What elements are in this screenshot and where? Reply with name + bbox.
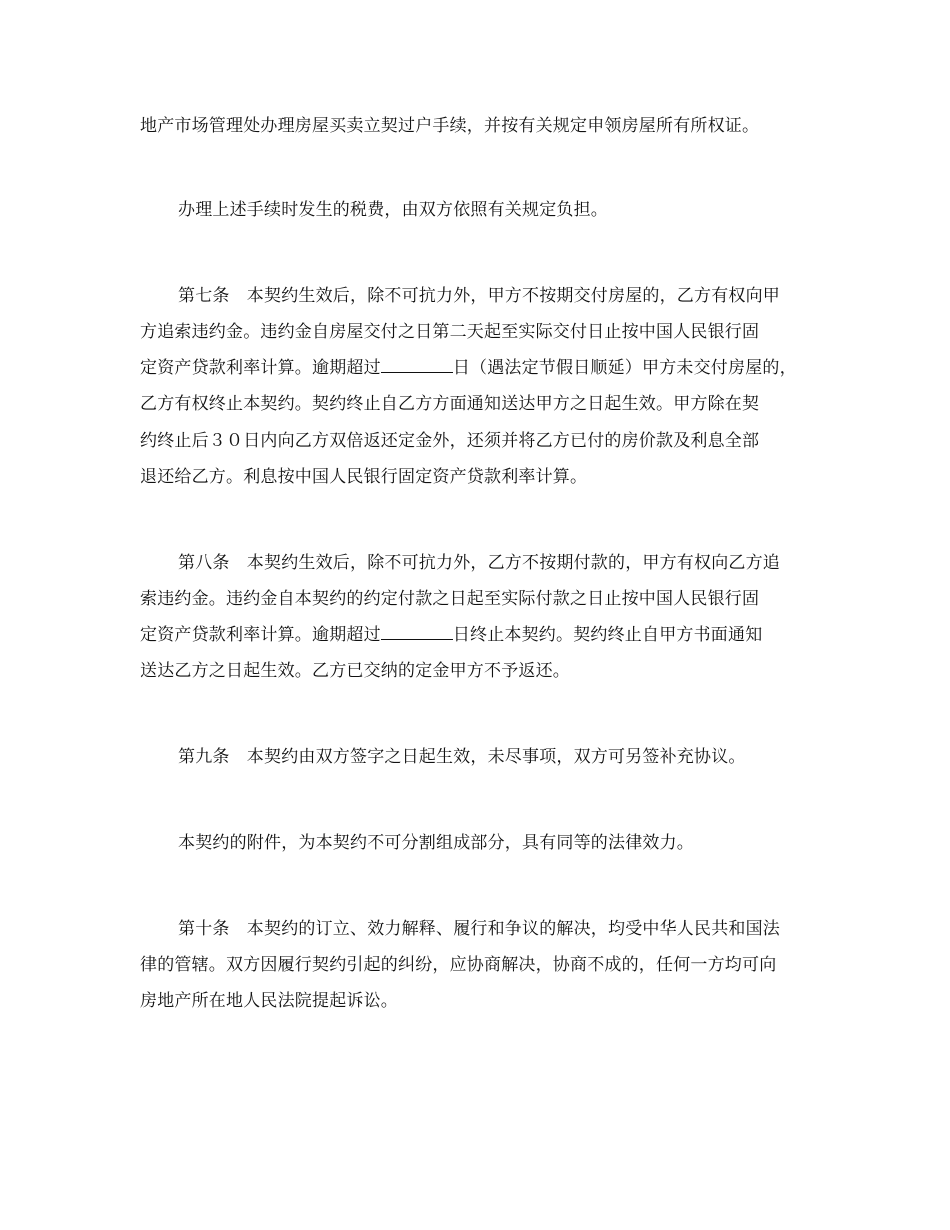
article-10-line: 律的管辖。双方因履行契约引起的纠纷，应协商解决，协商不成的，任何一方均可向 xyxy=(140,955,777,975)
article-8-text: 定资产贷款利率计算。逾期超过 xyxy=(140,625,381,645)
article-7-line: 乙方有权终止本契约。契约终止自乙方方面通知送达甲方之日起生效。甲方除在契 xyxy=(140,394,760,414)
article-8-text: 日终止本契约。契约终止自甲方书面通知 xyxy=(452,625,763,645)
paragraph-continuation: 地产市场管理处办理房屋买卖立契过户手续，并按有关规定申领房屋所有所权证。 xyxy=(140,116,760,136)
article-10-line: 房地产所在地人民法院提起诉讼。 xyxy=(140,991,398,1011)
article-7-text: 日（遇法定节假日顺延）甲方未交付房屋的， xyxy=(452,358,797,378)
article-7-line: 约终止后３０日内向乙方双倍返还定金外，还须并将乙方已付的房价款及利息全部 xyxy=(140,431,760,451)
article-7-line: 第七条 本契约生效后，除不可抗力外，甲方不按期交付房屋的，乙方有权向甲 xyxy=(178,286,780,306)
paragraph-attachment: 本契约的附件，为本契约不可分割组成部分，具有同等的法律效力。 xyxy=(178,833,694,853)
article-8-line: 送达乙方之日起生效。乙方已交纳的定金甲方不予返还。 xyxy=(140,661,570,681)
article-7-text: 定资产贷款利率计算。逾期超过 xyxy=(140,358,381,378)
article-8-line: 第八条 本契约生效后，除不可抗力外，乙方不按期付款的，甲方有权向乙方追 xyxy=(178,553,780,573)
paragraph-taxes: 办理上述手续时发生的税费，由双方依照有关规定负担。 xyxy=(178,200,608,220)
article-7-line: 退还给乙方。利息按中国人民银行固定资产贷款利率计算。 xyxy=(140,467,588,487)
article-7-line xyxy=(140,357,820,379)
article-9: 第九条 本契约由双方签字之日起生效，未尽事项，双方可另签补充协议。 xyxy=(178,747,746,767)
article-8-line: 索违约金。违约金自本契约的约定付款之日起至实际付款之日止按中国人民银行固 xyxy=(140,589,760,609)
article-8-line xyxy=(140,624,820,646)
article-10-line: 第十条 本契约的订立、效力解释、履行和争议的解决，均受中华人民共和国法 xyxy=(178,919,780,939)
article-7-line: 方追索违约金。违约金自房屋交付之日第二天起至实际交付日止按中国人民银行固 xyxy=(140,322,760,342)
overdue-days-blank xyxy=(381,624,453,640)
overdue-days-blank xyxy=(381,357,453,373)
